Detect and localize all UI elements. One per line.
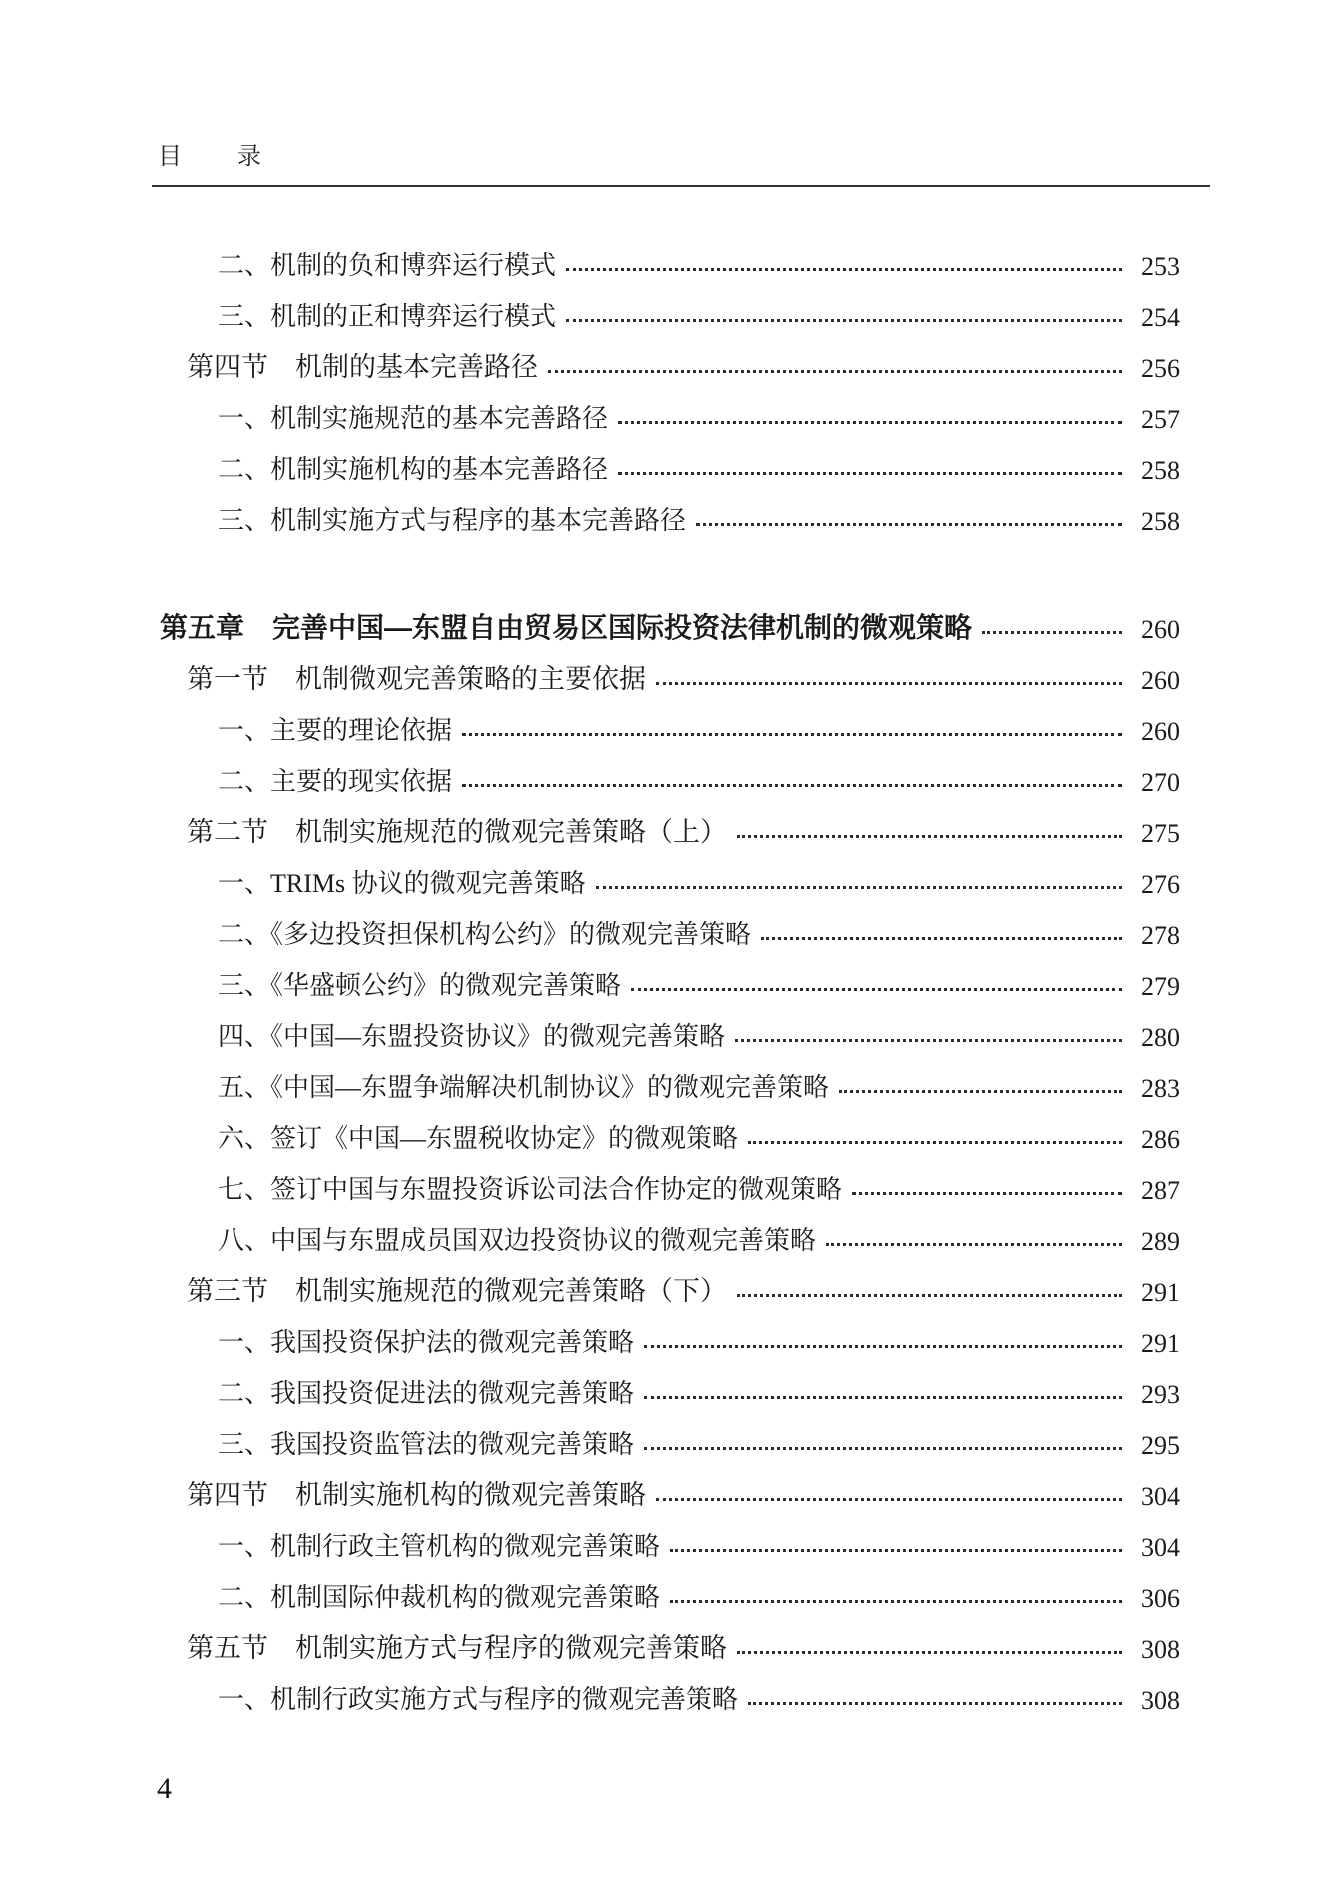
toc-entry-label: 一、机制行政主管机构的微观完善策略	[218, 1531, 661, 1561]
toc-entry-label: 二、我国投资促进法的微观完善策略	[218, 1378, 635, 1408]
toc-entry-label: 三、我国投资监管法的微观完善策略	[218, 1429, 635, 1459]
toc-entry-page: 308	[1141, 1685, 1180, 1715]
toc-entry-page: 258	[1141, 455, 1180, 485]
toc-entry	[160, 694, 1180, 745]
toc-entry-page: 280	[1141, 1022, 1180, 1052]
toc-entry-page: 278	[1141, 920, 1180, 950]
toc-entry-page: 304	[1141, 1481, 1180, 1511]
toc-entry-page: 275	[1141, 818, 1180, 848]
dot-leader	[618, 421, 1122, 424]
toc-list	[160, 229, 1180, 1714]
page-title	[152, 144, 1210, 170]
dot-leader	[462, 733, 1122, 736]
toc-entry	[160, 1510, 1180, 1561]
toc-entry-page: 279	[1141, 971, 1180, 1001]
toc-entry	[160, 1051, 1180, 1102]
toc-entry-page: 256	[1141, 353, 1180, 383]
dot-leader	[737, 1294, 1122, 1297]
toc-entry	[160, 1459, 1180, 1510]
dot-leader	[656, 1498, 1122, 1501]
toc-entry	[160, 592, 1180, 643]
dot-leader	[596, 886, 1122, 889]
toc-entry-label: 第三节 机制实施规范的微观完善策略（下）	[187, 1275, 727, 1306]
toc-entry-page: 258	[1141, 506, 1180, 536]
dot-leader	[982, 631, 1122, 634]
toc-entry	[160, 331, 1180, 382]
toc-entry-label: 第四节 机制实施机构的微观完善策略	[187, 1479, 646, 1510]
toc-entry	[160, 643, 1180, 694]
toc-entry	[160, 949, 1180, 1000]
toc-entry	[160, 745, 1180, 796]
toc-entry-label: 五、《中国—东盟争端解决机制协议》的微观完善策略	[218, 1072, 830, 1102]
toc-entry-page: 291	[1141, 1328, 1180, 1358]
toc-entry	[160, 898, 1180, 949]
toc-entry-label: 第一节 机制微观完善策略的主要依据	[187, 663, 646, 694]
toc-entry-page: 289	[1141, 1226, 1180, 1256]
dot-leader	[644, 1345, 1122, 1348]
toc-entry-page: 260	[1141, 665, 1180, 695]
dot-leader	[696, 523, 1122, 526]
toc-entry-label: 八、中国与东盟成员国双边投资协议的微观完善策略	[218, 1225, 817, 1255]
toc-entry-page: 286	[1141, 1124, 1180, 1154]
dot-leader	[737, 835, 1122, 838]
dot-leader	[748, 1702, 1122, 1705]
dot-leader	[852, 1192, 1122, 1195]
dot-leader	[761, 937, 1122, 940]
dot-leader	[631, 988, 1122, 991]
toc-entry-label: 一、TRIMs 协议的微观完善策略	[218, 868, 586, 898]
toc-entry	[160, 1153, 1180, 1204]
toc-entry-page: 276	[1141, 869, 1180, 899]
dot-leader	[826, 1243, 1122, 1246]
page-title-char: 录	[237, 144, 262, 170]
toc-entry-label: 一、我国投资保护法的微观完善策略	[218, 1327, 635, 1357]
dot-leader	[548, 370, 1122, 373]
page-title-char: 目	[158, 144, 183, 170]
toc-entry-label: 第四节 机制的基本完善路径	[187, 351, 538, 382]
dot-leader	[644, 1447, 1122, 1450]
page-header	[152, 144, 1210, 187]
dot-leader	[737, 1651, 1122, 1654]
dot-leader	[618, 472, 1122, 475]
footer-page-number: 4	[157, 1772, 172, 1805]
toc-entry-page: 308	[1141, 1634, 1180, 1664]
toc-entry-page: 287	[1141, 1175, 1180, 1205]
toc-entry-label: 二、主要的现实依据	[218, 766, 453, 796]
dot-leader	[462, 784, 1122, 787]
toc-entry-label: 三、机制的正和博弈运行模式	[218, 301, 557, 331]
toc-entry	[160, 433, 1180, 484]
toc-entry-page: 254	[1141, 302, 1180, 332]
dot-leader	[670, 1600, 1122, 1603]
toc-entry-label: 第五节 机制实施方式与程序的微观完善策略	[187, 1632, 727, 1663]
toc-entry	[160, 1561, 1180, 1612]
dot-leader	[644, 1396, 1122, 1399]
dot-leader	[656, 682, 1122, 685]
dot-leader	[839, 1090, 1122, 1093]
toc-entry	[160, 796, 1180, 847]
toc-entry	[160, 1408, 1180, 1459]
toc-entry-page: 293	[1141, 1379, 1180, 1409]
dot-leader	[670, 1549, 1122, 1552]
toc-entry	[160, 382, 1180, 433]
toc-entry	[160, 1612, 1180, 1663]
toc-entry-page: 270	[1141, 767, 1180, 797]
toc-entry	[160, 1000, 1180, 1051]
toc-entry-label: 第二节 机制实施规范的微观完善策略（上）	[187, 816, 727, 847]
toc-entry-page: 295	[1141, 1430, 1180, 1460]
toc-entry-label: 七、签订中国与东盟投资诉讼司法合作协定的微观策略	[218, 1174, 843, 1204]
toc-entry-label: 一、机制实施规范的基本完善路径	[218, 403, 609, 433]
toc-entry-label: 四、《中国—东盟投资协议》的微观完善策略	[218, 1021, 726, 1051]
toc-entry-label: 第五章 完善中国—东盟自由贸易区国际投资法律机制的微观策略	[160, 611, 973, 643]
toc-entry	[160, 1357, 1180, 1408]
toc-entry-label: 六、签订《中国—东盟税收协定》的微观策略	[218, 1123, 739, 1153]
toc-entry-page: 253	[1141, 251, 1180, 281]
toc-entry-page: 291	[1141, 1277, 1180, 1307]
toc-entry	[160, 1255, 1180, 1306]
header-rule	[152, 185, 1210, 187]
toc-entry-label: 二、《多边投资担保机构公约》的微观完善策略	[218, 919, 752, 949]
toc-entry-label: 三、《华盛顿公约》的微观完善策略	[218, 970, 622, 1000]
toc-entry	[160, 484, 1180, 535]
dot-leader	[735, 1039, 1122, 1042]
toc-entry	[160, 847, 1180, 898]
toc-entry	[160, 1102, 1180, 1153]
toc-entry	[160, 1204, 1180, 1255]
toc-entry-label: 二、机制国际仲裁机构的微观完善策略	[218, 1582, 661, 1612]
dot-leader	[566, 319, 1122, 322]
toc-entry-label: 三、机制实施方式与程序的基本完善路径	[218, 505, 687, 535]
toc-entry	[160, 1663, 1180, 1714]
toc-entry-page: 283	[1141, 1073, 1180, 1103]
toc-entry-page: 260	[1141, 614, 1180, 644]
toc-entry	[160, 280, 1180, 331]
toc-entry-page: 304	[1141, 1532, 1180, 1562]
dot-leader	[748, 1141, 1122, 1144]
toc-entry-label: 二、机制实施机构的基本完善路径	[218, 454, 609, 484]
toc-entry	[160, 1306, 1180, 1357]
toc-entry-page: 306	[1141, 1583, 1180, 1613]
toc-entry-label: 二、机制的负和博弈运行模式	[218, 250, 557, 280]
toc-entry-label: 一、主要的理论依据	[218, 715, 453, 745]
toc-entry-label: 一、机制行政实施方式与程序的微观完善策略	[218, 1684, 739, 1714]
dot-leader	[566, 268, 1122, 271]
toc-entry-page: 257	[1141, 404, 1180, 434]
toc-entry	[160, 229, 1180, 280]
toc-entry-page: 260	[1141, 716, 1180, 746]
